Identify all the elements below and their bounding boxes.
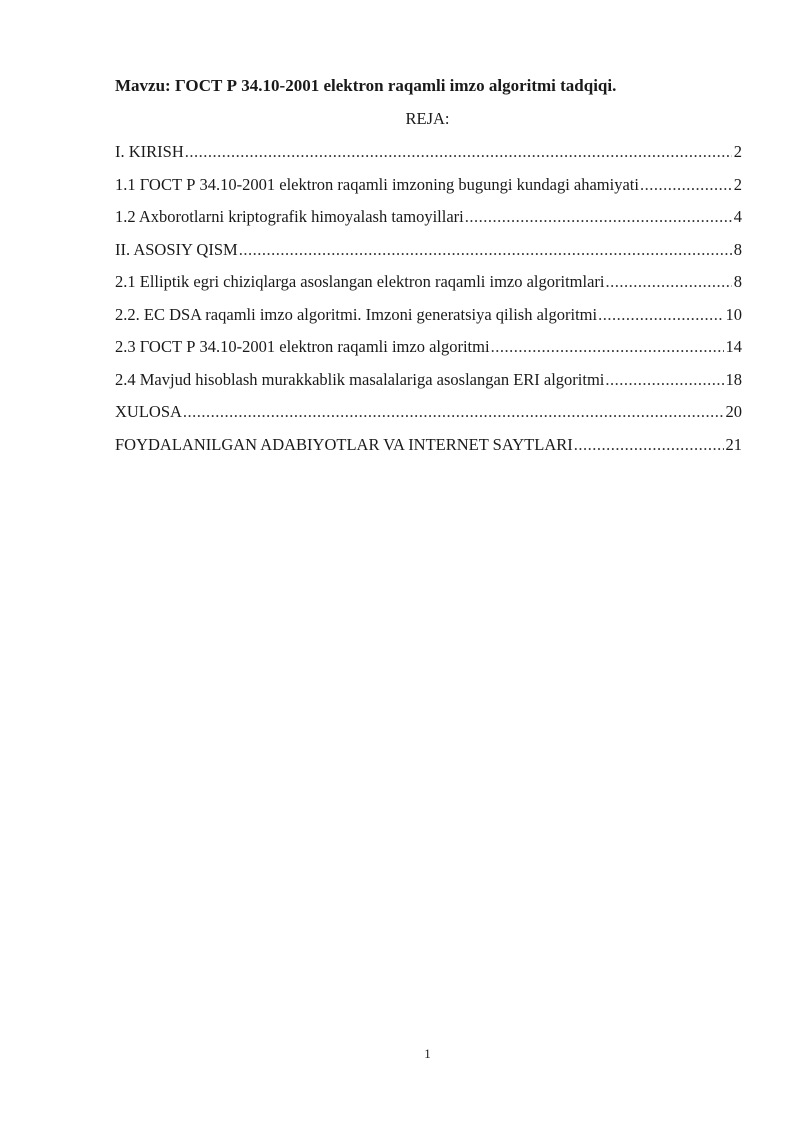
toc-entry[interactable] (115, 140, 742, 173)
document-title: Mavzu: ГОСТ Р 34.10-2001 elektron raqamli imzo algoritmi tadqiqi. (115, 76, 617, 95)
toc-dot-leader (183, 400, 724, 424)
toc-entry-page: 8 (733, 272, 742, 291)
toc-entry[interactable] (115, 433, 742, 466)
table-of-contents (115, 140, 742, 465)
toc-dot-leader (185, 140, 732, 164)
toc-entry-label: 1.2 Axborotlarni kriptografik himoyalash tamoyillari (115, 207, 464, 226)
toc-entry-label: 2.2. EC DSA raqamli imzo algoritmi. Imzoni generatsiya qilish algoritmi (115, 304, 598, 324)
toc-entry-label: 2.1 Elliptik egri chiziqlarga asoslangan elektron raqamli imzo algoritmlari (115, 272, 605, 291)
plan-heading: REJA: (405, 109, 450, 128)
toc-entry-label: 1.1 ГОСТ Р 34.10-2001 elektron raqamli imzoning bugungi kundagi ahamiyati (115, 174, 639, 194)
toc-entry-label: 2.4 Mavjud hisoblash murakkablik masalalariga asoslangan ERI algoritmi (115, 369, 605, 389)
toc-entry-page: 2 (733, 174, 742, 194)
toc-dot-leader (606, 270, 732, 294)
toc-entry[interactable] (115, 400, 742, 433)
toc-entry[interactable] (115, 173, 742, 206)
toc-dot-leader (465, 205, 732, 229)
toc-entry-label: FOYDALANILGAN ADABIYOTLAR VA INTERNET SAYTLARI (115, 434, 573, 454)
toc-entry-label: XULOSA (115, 402, 182, 421)
toc-entry[interactable] (115, 335, 742, 368)
toc-entry[interactable] (115, 303, 742, 336)
toc-entry-label: I. KIRISH (115, 142, 184, 161)
toc-entry-page: 14 (725, 337, 742, 356)
page-number: 1 (424, 1046, 431, 1061)
toc-entry-page: 2 (733, 142, 742, 161)
toc-dot-leader (574, 433, 724, 457)
toc-dot-leader (640, 173, 732, 197)
toc-entry-label: II. ASOSIY QISM (115, 239, 238, 259)
toc-entry-page: 10 (725, 304, 742, 324)
toc-entry[interactable] (115, 238, 742, 271)
toc-dot-leader (598, 303, 723, 327)
toc-dot-leader (491, 335, 724, 359)
toc-entry-page: 20 (725, 402, 742, 421)
toc-entry[interactable] (115, 270, 742, 303)
toc-entry[interactable] (115, 205, 742, 238)
toc-entry-page: 4 (733, 207, 742, 226)
toc-entry-page: 18 (725, 369, 742, 389)
toc-entry-page: 21 (725, 434, 742, 454)
toc-entry[interactable] (115, 368, 742, 401)
toc-dot-leader (605, 368, 723, 392)
toc-dot-leader (239, 238, 732, 262)
toc-entry-label: 2.3 ГОСТ Р 34.10-2001 elektron raqamli imzo algoritmi (115, 337, 490, 356)
toc-entry-page: 8 (733, 239, 742, 259)
